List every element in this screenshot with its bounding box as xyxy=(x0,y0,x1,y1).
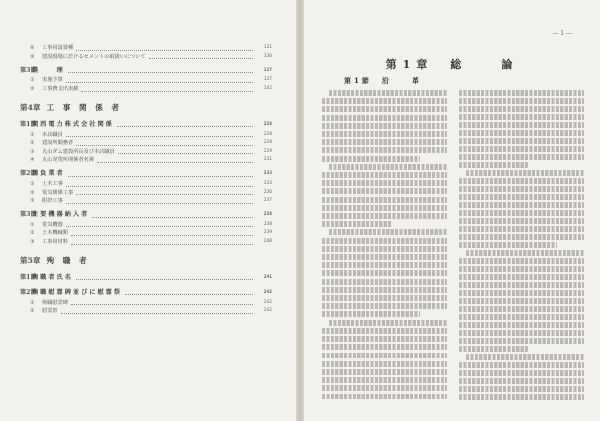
text-line xyxy=(322,172,447,178)
toc-item xyxy=(20,148,272,157)
toc-leader-dots xyxy=(71,240,253,245)
toc-page-number: 136 xyxy=(263,53,272,59)
text-line xyxy=(459,114,584,120)
toc-leader-dots xyxy=(118,149,253,154)
text-line xyxy=(322,369,447,375)
toc-leader-dots xyxy=(66,222,253,227)
text-line xyxy=(322,344,447,350)
text-line xyxy=(322,270,447,276)
text-line xyxy=(459,362,584,368)
toc-number: ② xyxy=(30,140,35,147)
text-line xyxy=(322,353,447,359)
text-line xyxy=(322,106,447,112)
toc-leader-dots xyxy=(66,199,253,204)
text-line xyxy=(322,115,447,121)
text-line xyxy=(459,346,528,352)
toc-page-number: 237 xyxy=(263,198,272,204)
text-line xyxy=(329,90,447,96)
left-page xyxy=(0,0,296,421)
text-line xyxy=(322,295,447,301)
book-gutter xyxy=(296,0,304,421)
text-line xyxy=(459,386,584,392)
toc-leader-dots xyxy=(76,190,253,195)
toc-label: 建設現場に於けるセメントの取扱いについて xyxy=(42,53,146,60)
toc-number: ② xyxy=(30,308,35,315)
toc-leader-dots xyxy=(66,78,253,83)
toc-chapter xyxy=(20,101,272,115)
body-text xyxy=(322,90,584,402)
text-column-right xyxy=(459,90,584,402)
toc-number: 第1節 xyxy=(20,120,37,128)
text-line xyxy=(322,221,391,227)
section-title: 第1節 沿 革 xyxy=(344,76,422,85)
toc-leader-dots xyxy=(71,300,253,305)
toc-label: 丸山ダム建設所長及び本店職員 xyxy=(42,148,115,155)
text-line xyxy=(459,202,584,208)
text-line xyxy=(459,90,584,96)
toc-section xyxy=(20,119,272,130)
toc-leader-dots xyxy=(76,46,253,51)
toc-label: 土木機械類 xyxy=(42,230,68,237)
toc-page-number: 233 xyxy=(263,171,272,177)
toc-page-number: 137 xyxy=(263,77,272,83)
text-line xyxy=(322,254,447,260)
text-line xyxy=(459,122,584,128)
text-line xyxy=(459,258,584,264)
toc-leader-dots xyxy=(149,54,253,59)
toc-page-number: 142 xyxy=(263,86,272,92)
toc-number: ③ xyxy=(30,148,35,155)
text-line xyxy=(459,282,584,288)
text-line xyxy=(322,180,447,186)
toc-section xyxy=(20,272,272,283)
toc-leader-dots xyxy=(117,122,253,127)
toc-section xyxy=(20,210,272,221)
toc-item xyxy=(20,44,272,53)
toc-page-number: 238 xyxy=(263,212,272,218)
text-line xyxy=(459,210,584,216)
toc-page-number: 228 xyxy=(263,121,272,127)
toc-label: 本店職員 xyxy=(42,131,63,138)
toc-page-number: 137 xyxy=(263,67,272,73)
toc-leader-dots xyxy=(92,213,253,218)
text-line xyxy=(459,370,584,376)
toc-leader-dots xyxy=(81,87,253,92)
toc-number: ① xyxy=(30,181,35,188)
toc-leader-dots xyxy=(66,182,253,187)
text-line xyxy=(322,98,447,104)
text-line xyxy=(329,164,447,170)
toc-number: ⑨ xyxy=(30,53,35,60)
text-line xyxy=(322,336,447,342)
toc-number: ⑧ xyxy=(30,45,35,52)
text-line xyxy=(322,328,447,334)
toc-number: 第3節 xyxy=(20,211,37,219)
text-line xyxy=(322,361,447,367)
toc-label: 工 事 関 係 者 xyxy=(46,103,123,113)
chapter-title: 第1章 総 論 xyxy=(385,58,519,71)
text-line xyxy=(322,303,447,309)
text-line xyxy=(459,338,584,344)
text-line xyxy=(459,194,584,200)
text-line xyxy=(322,262,447,268)
text-line xyxy=(322,287,447,293)
text-line xyxy=(459,106,584,112)
toc-item xyxy=(20,76,272,85)
toc-section xyxy=(20,287,272,298)
toc-page-number: 228 xyxy=(263,140,272,146)
text-line xyxy=(466,354,584,360)
toc-number: ② xyxy=(30,189,35,196)
text-line xyxy=(322,131,447,137)
toc-number: ① xyxy=(30,221,35,228)
toc-item xyxy=(20,229,272,238)
text-line xyxy=(459,98,584,104)
text-line xyxy=(322,213,447,219)
toc-item xyxy=(20,197,272,206)
text-line xyxy=(459,394,584,400)
text-line xyxy=(322,394,447,400)
page-number: — 1 — xyxy=(552,30,572,37)
text-line xyxy=(322,197,447,203)
toc-item xyxy=(20,180,272,189)
toc-label: 慰霊祭 xyxy=(42,308,58,315)
text-line xyxy=(459,378,584,384)
text-line xyxy=(459,130,584,136)
text-line xyxy=(459,298,584,304)
text-line xyxy=(459,234,584,240)
toc-label: 工事用材料 xyxy=(42,239,68,246)
toc-item xyxy=(20,307,272,316)
text-line xyxy=(466,250,584,256)
toc-leader-dots xyxy=(68,68,253,73)
toc-number: 第1節 xyxy=(20,273,37,281)
toc-label: 附帯工事 xyxy=(42,198,63,205)
toc-number: 第4章 xyxy=(20,103,41,113)
toc-page-number: 229 xyxy=(263,148,272,154)
toc-label: 殉職慰霊碑 xyxy=(42,299,68,306)
right-page xyxy=(304,0,600,421)
toc-page-number: 131 xyxy=(263,45,272,51)
text-column-left xyxy=(322,90,447,402)
text-line xyxy=(459,218,584,224)
toc-section xyxy=(20,169,272,180)
toc-page-number: 231 xyxy=(263,157,272,163)
text-line xyxy=(459,138,584,144)
toc-label: 丸山発電所関係者名簿 xyxy=(42,157,94,164)
toc-page-number: 242 xyxy=(263,299,272,305)
toc-item xyxy=(20,298,272,307)
text-line xyxy=(329,320,447,326)
toc-number: 第2節 xyxy=(20,288,37,296)
toc-page-number: 228 xyxy=(263,131,272,137)
toc-number: ② xyxy=(30,86,35,93)
toc-page-number: 241 xyxy=(263,274,272,280)
text-line xyxy=(459,154,584,160)
table-of-contents xyxy=(20,44,272,316)
toc-leader-dots xyxy=(76,275,253,280)
text-line xyxy=(322,123,447,129)
text-line xyxy=(459,266,584,272)
toc-leader-dots xyxy=(66,132,253,137)
toc-item xyxy=(20,221,272,230)
text-line xyxy=(459,330,584,336)
toc-label: 電気関係工事 xyxy=(42,189,74,196)
toc-item xyxy=(20,156,272,165)
toc-item xyxy=(20,238,272,247)
toc-label: 請負業者 xyxy=(32,170,65,178)
text-line xyxy=(322,385,447,391)
text-line xyxy=(459,290,584,296)
text-line xyxy=(322,279,447,285)
toc-label: 主要機器納入者 xyxy=(32,211,90,219)
toc-leader-dots xyxy=(61,309,253,314)
toc-leader-dots xyxy=(68,172,253,177)
text-line xyxy=(459,242,557,248)
toc-section xyxy=(20,65,272,76)
toc-leader-dots xyxy=(97,158,253,163)
toc-number: 第5章 xyxy=(20,256,41,266)
toc-item xyxy=(20,139,272,148)
toc-leader-dots xyxy=(76,141,253,146)
toc-number: ② xyxy=(30,230,35,237)
toc-label: 経 理 xyxy=(32,66,65,74)
text-line xyxy=(459,274,584,280)
text-line xyxy=(322,147,447,153)
toc-item xyxy=(20,85,272,94)
toc-label: 土木工事 xyxy=(42,181,63,188)
toc-page-number: 233 xyxy=(263,181,272,187)
toc-page-number: 239 xyxy=(263,230,272,236)
toc-chapter xyxy=(20,254,272,268)
text-line xyxy=(459,306,584,312)
toc-label: 工事用設置種 xyxy=(42,45,74,52)
text-line xyxy=(459,226,584,232)
toc-page-number: 236 xyxy=(263,189,272,195)
text-line xyxy=(459,146,584,152)
toc-number: ③ xyxy=(30,239,35,246)
text-line xyxy=(459,178,584,184)
toc-number: 第3節 xyxy=(20,66,37,74)
toc-number: 第2節 xyxy=(20,170,37,178)
text-line xyxy=(322,311,420,317)
toc-number: ① xyxy=(30,77,35,84)
text-line xyxy=(459,314,584,320)
toc-number: ④ xyxy=(30,157,35,164)
toc-page-number: 240 xyxy=(263,239,272,245)
toc-leader-dots xyxy=(125,290,253,295)
toc-page-number: 242 xyxy=(263,289,272,295)
toc-number: ③ xyxy=(30,198,35,205)
text-line xyxy=(322,238,447,244)
text-line xyxy=(322,246,447,252)
text-line xyxy=(459,186,584,192)
toc-label: 建設所勤務者 xyxy=(42,140,74,147)
toc-page-number: 242 xyxy=(263,308,272,314)
toc-label: 殉 職 者 xyxy=(46,256,90,266)
text-line xyxy=(459,322,584,328)
toc-label: 関西電力株式会社関係 xyxy=(32,120,114,128)
text-line xyxy=(322,205,447,211)
toc-number: ① xyxy=(30,131,35,138)
toc-label: 工事費支出実績 xyxy=(42,86,79,93)
toc-number: ① xyxy=(30,299,35,306)
text-line xyxy=(322,377,447,383)
text-line xyxy=(322,156,420,162)
toc-label: 実施予算 xyxy=(42,77,63,84)
toc-leader-dots xyxy=(71,231,253,236)
text-line xyxy=(466,170,584,176)
toc-item xyxy=(20,130,272,139)
toc-label: 殉職者氏名 xyxy=(32,273,73,281)
text-line xyxy=(322,139,447,145)
toc-page-number: 238 xyxy=(263,221,272,227)
toc-label: 殉職慰霊碑並びに慰霊祭 xyxy=(32,288,123,296)
toc-item xyxy=(20,53,272,62)
text-line xyxy=(329,229,447,235)
text-line xyxy=(322,188,447,194)
toc-label: 電気機器 xyxy=(42,221,63,228)
text-line xyxy=(459,162,528,168)
toc-item xyxy=(20,188,272,197)
